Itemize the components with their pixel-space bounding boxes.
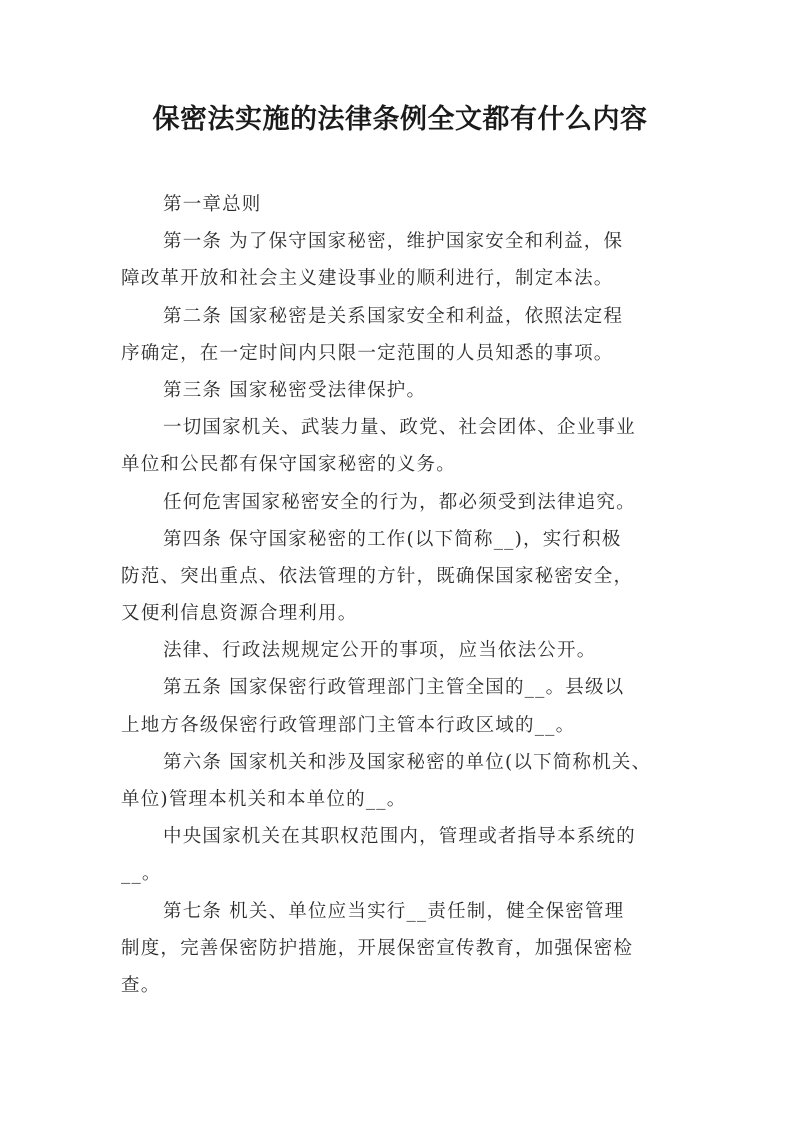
article-6-line-2: 单位)管理本机关和本单位的__。: [121, 789, 407, 810]
article-4-line-3: 又便利信息资源合理利用。: [121, 603, 358, 625]
article-7-line-1: 第七条 机关、单位应当实行__责任制，健全保密管理: [163, 900, 625, 922]
article-6-line-1: 第六条 国家机关和涉及国家秘密的单位(以下简称机关、: [163, 751, 652, 773]
article-6-para-2-line-2: __。: [121, 863, 162, 885]
article-3-line-1: 第三条 国家秘密受法律保护。: [163, 379, 427, 401]
article-3-para-3-line-1: 任何危害国家秘密安全的行为，都必须受到法律追究。: [163, 491, 636, 513]
document-body: [121, 186, 683, 1004]
document-title: 保密法实施的法律条例全文都有什么内容: [152, 104, 648, 135]
article-1-line-2: 障改革开放和社会主义建设事业的顺利进行，制定本法。: [121, 268, 614, 290]
article-5-line-1: 第五条 国家保密行政管理部门主管全国的__。县级以: [163, 677, 625, 699]
article-3-para-2-line-1: 一切国家机关、武装力量、政党、社会团体、企业事业: [163, 417, 636, 439]
article-3-para-2-line-2: 单位和公民都有保守国家秘密的义务。: [121, 454, 456, 476]
article-1-line-1: 第一条 为了保守国家秘密，维护国家安全和利益，保: [163, 231, 624, 253]
article-7-line-3: 查。: [121, 974, 161, 996]
article-4-line-2: 防范、突出重点、依法管理的方针，既确保国家秘密安全，: [121, 565, 634, 587]
article-4-para-2-line-1: 法律、行政法规规定公开的事项，应当依法公开。: [163, 640, 597, 662]
article-4-line-1: 第四条 保守国家秘密的工作(以下简称__)，实行积极: [163, 528, 622, 550]
article-5-line-2: 上地方各级保密行政管理部门主管本行政区域的__。: [121, 714, 576, 736]
article-2-line-2: 序确定，在一定时间内只限一定范围的人员知悉的事项。: [121, 342, 614, 364]
article-6-para-2-line-1: 中央国家机关在其职权范围内，管理或者指导本系统的: [163, 826, 636, 848]
article-2-line-1: 第二条 国家秘密是关系国家安全和利益，依照法定程: [163, 305, 624, 327]
chapter-heading: 第一章总则: [163, 194, 262, 215]
article-7-line-2: 制度，完善保密防护措施，开展保密宣传教育，加强保密检: [121, 937, 634, 959]
